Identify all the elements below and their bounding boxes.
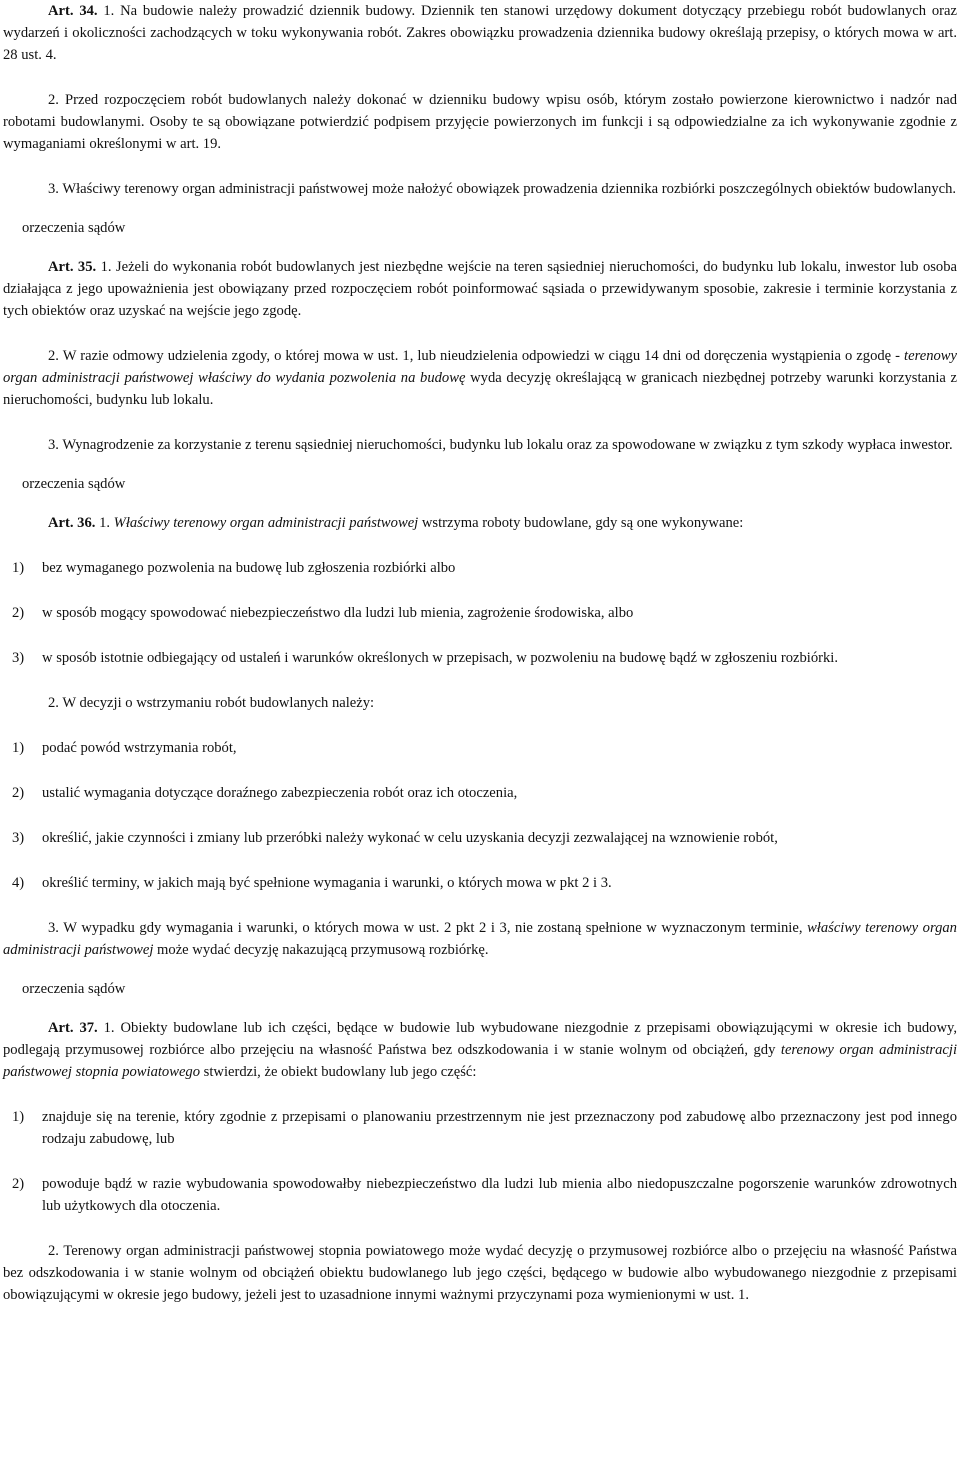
art36-p3-italic: właściwy terenowy organ administracji państwowej bbox=[3, 920, 957, 958]
art37-p1-italic: terenowy organ administracji państwowej stopnia powiatowego bbox=[3, 1042, 957, 1080]
art37-list-item-2 bbox=[12, 1173, 957, 1217]
art36-paragraph-1 bbox=[3, 512, 957, 534]
art34-number: Art. 34. bbox=[48, 3, 98, 19]
list-item-text: ustalić wymagania dotyczące doraźnego zabezpieczenia robót oraz ich otoczenia, bbox=[42, 785, 518, 801]
art36-list2-item-2 bbox=[12, 782, 957, 804]
art36-list1-item-3 bbox=[12, 647, 957, 669]
art37-list-item-1 bbox=[12, 1106, 957, 1150]
art36-p1-italic: Właściwy terenowy organ administracji państwowej bbox=[113, 515, 419, 531]
art36-p1-text-a: 1. bbox=[95, 515, 114, 531]
list-item-number: 1) bbox=[12, 740, 25, 756]
art36-paragraph-3 bbox=[3, 917, 957, 961]
art35-p2-italic: terenowy organ administracji państwowej właściwy do wydania pozwolenia na budowę bbox=[3, 348, 957, 386]
art36-list1-item-1 bbox=[12, 557, 957, 579]
art36-list1-item-2 bbox=[12, 602, 957, 624]
art34-paragraph-2: 2. Przed rozpoczęciem robót budowlanych należy dokonać w dzienniku budowy wpisu osób, którym zostało powierzone kierownictwo i nadzór nad robotami budowlanymi. Osoby te są obowiązane potwierdzić podpisem przyjęcie powierzonych im funkcji i są odpowiedzialne za ich wykonywanie zgodnie z wymaganiami określonymi w art. 19. bbox=[3, 92, 957, 152]
list-item-text: w sposób istotnie odbiegający od ustaleń i warunków określonych w przepisach, w pozwoleniu na budowę bądź w zgłoszeniu rozbiórki. bbox=[42, 650, 838, 666]
art36-list2-item-1 bbox=[12, 737, 957, 759]
art35-p1-text: 1. Jeżeli do wykonania robót budowlanych jest niezbędne wejście na teren sąsiedniej nieruchomości, do budynku lub lokalu, inwestor lub osoba działająca z jego upoważnienia jest obowiązany przed rozpoczęciem robót poinformować sąsiada o przewidywanym sposobie, zakresie i terminie korzystania z tych obiektów oraz uzyskać na wejście jego zgodę. bbox=[3, 259, 957, 319]
art36-paragraph-2: 2. W decyzji o wstrzymaniu robót budowlanych należy: bbox=[48, 695, 375, 711]
art36-list2-item-4 bbox=[12, 872, 957, 894]
art36-p3-text-b: może wydać decyzję nakazującą przymusową rozbiórkę. bbox=[153, 942, 489, 958]
court-rulings-link-art34[interactable]: orzeczenia sądów bbox=[22, 220, 126, 236]
list-item-text: określić terminy, w jakich mają być spełnione wymagania i warunki, o których mowa w pkt 2 i 3. bbox=[42, 875, 612, 891]
art36-p1-text-b: wstrzyma roboty budowlane, gdy są one wykonywane: bbox=[418, 515, 744, 531]
list-item-number: 1) bbox=[12, 1109, 25, 1125]
list-item-number: 2) bbox=[12, 785, 25, 801]
list-item-number: 1) bbox=[12, 560, 25, 576]
art35-paragraph-2 bbox=[3, 345, 957, 411]
art35-p2-text-a: 2. W razie odmowy udzielenia zgody, o której mowa w ust. 1, lub nieudzielenia odpowiedzi w ciągu 14 dni od doręczenia wystąpienia o zgodę - bbox=[48, 348, 905, 364]
list-item-text: bez wymaganego pozwolenia na budowę lub zgłoszenia rozbiórki albo bbox=[42, 560, 456, 576]
art35-p2-text-b: wyda decyzję określającą w granicach niezbędnej potrzeby warunki korzystania z nieruchomości, budynku lub lokalu. bbox=[3, 370, 957, 408]
art35-number: Art. 35. bbox=[48, 259, 97, 275]
list-item-text: podać powód wstrzymania robót, bbox=[42, 740, 237, 756]
art35-paragraph-3: 3. Wynagrodzenie za korzystanie z terenu sąsiedniej nieruchomości, budynku lub lokalu oraz za spowodowane w związku z tym szkody wypłaca inwestor. bbox=[48, 437, 953, 453]
art34-paragraph-1 bbox=[3, 0, 957, 66]
court-rulings-link-art35[interactable]: orzeczenia sądów bbox=[22, 476, 126, 492]
list-item-number: 2) bbox=[12, 1176, 25, 1192]
list-item-number: 4) bbox=[12, 875, 25, 891]
list-item-text: powoduje bądź w razie wybudowania spowodowałby niebezpieczeństwo dla ludzi lub mienia albo niedopuszczalne pogorszenie warunków zdrowotnych lub użytkowych dla otoczenia. bbox=[42, 1176, 957, 1214]
list-item-number: 3) bbox=[12, 830, 25, 846]
list-item-text: w sposób mogący spowodować niebezpieczeństwo dla ludzi lub mienia, zagrożenie środowiska, albo bbox=[42, 605, 634, 621]
list-item-text: znajduje się na terenie, który zgodnie z przepisami o planowaniu przestrzennym nie jest przeznaczony pod zabudowę albo przeznaczony jest pod innego rodzaju zabudowę, lub bbox=[42, 1109, 957, 1147]
art37-number: Art. 37. bbox=[48, 1020, 98, 1036]
art36-list2-item-3 bbox=[12, 827, 957, 849]
list-item-text: określić, jakie czynności i zmiany lub przeróbki należy wykonać w celu uzyskania decyzji zezwalającej na wznowienie robót, bbox=[42, 830, 778, 846]
art34-paragraph-3: 3. Właściwy terenowy organ administracji państwowej może nałożyć obowiązek prowadzenia dziennika rozbiórki poszczególnych obiektów budowlanych. bbox=[48, 181, 957, 197]
art36-number: Art. 36. bbox=[48, 515, 96, 531]
art36-p3-text-a: 3. W wypadku gdy wymagania i warunki, o których mowa w ust. 2 pkt 2 i 3, nie zostaną spełnione w wyznaczonym terminie, bbox=[48, 920, 808, 936]
art37-paragraph-1 bbox=[3, 1017, 957, 1083]
list-item-number: 2) bbox=[12, 605, 25, 621]
art37-paragraph-2: 2. Terenowy organ administracji państwowej stopnia powiatowego może wydać decyzję o przymusowej rozbiórce albo o przejęciu na własność Państwa bez odszkodowania i w stanie wolnym od obciążeń obiektu budowlanego lub jego części, będącego w budowie albo wybudowanego niezgodnie z przepisami obowiązującymi w okresie jego budowy, jeżeli jest to uzasadnione innymi ważnymi przyczynami poza wymienionymi w ust. 1. bbox=[3, 1243, 957, 1303]
list-item-number: 3) bbox=[12, 650, 25, 666]
art37-p1-text-b: stwierdzi, że obiekt budowlany lub jego część: bbox=[200, 1064, 477, 1080]
court-rulings-link-art36[interactable]: orzeczenia sądów bbox=[22, 981, 126, 997]
art37-p1-text-a: 1. Obiekty budowlane lub ich części, będące w budowie lub wybudowane niezgodnie z przepisami obowiązującymi w okresie ich budowy, podlegają przymusowej rozbiórce albo przejęciu na własność Państwa bez odszkodowania i w stanie wolnym od obciążeń, gdy bbox=[3, 1020, 958, 1058]
art34-p1-text: 1. Na budowie należy prowadzić dziennik budowy. Dziennik ten stanowi urzędowy dokument dotyczący przebiegu robót budowlanych oraz wydarzeń i okoliczności zachodzących w toku wykonywania robót. Zakres obowiązku prowadzenia dziennika budowy określają przepisy, o których mowa w art. 28 ust. 4. bbox=[3, 3, 957, 63]
art35-paragraph-1 bbox=[3, 256, 957, 322]
